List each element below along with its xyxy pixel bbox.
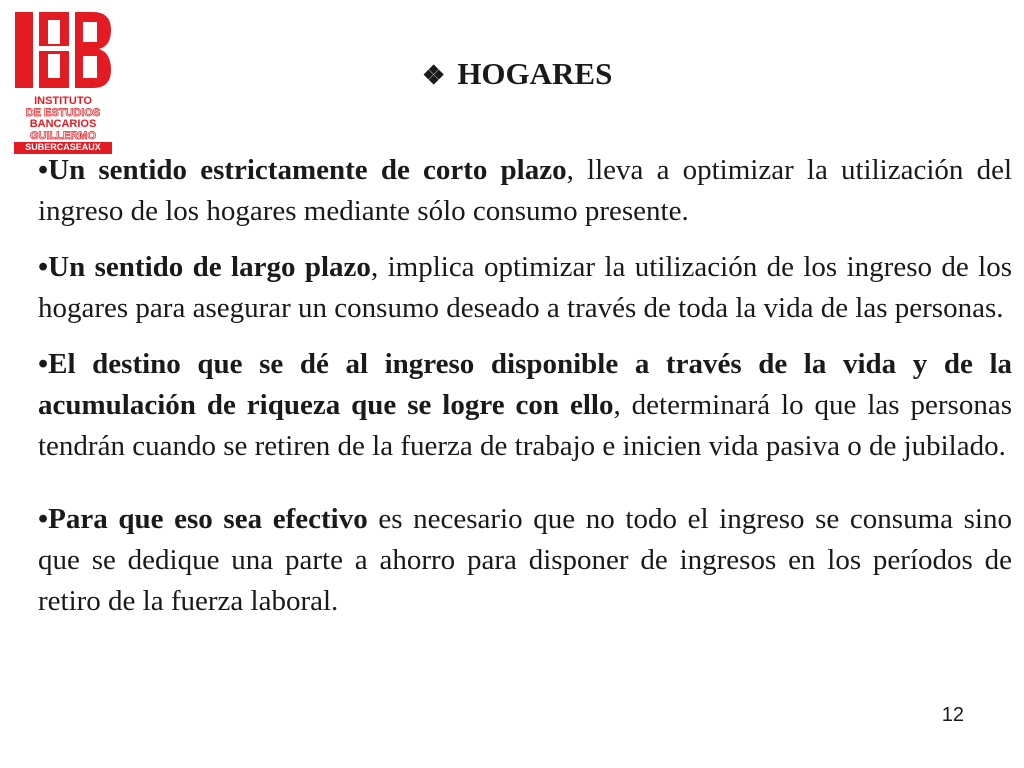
bullet-2-bold: Un sentido de largo plazo [48, 251, 371, 283]
bullet-1-text: , lleva a optimizar la utilización del ingreso de los hogares mediante sólo consumo presente. [38, 154, 1012, 227]
bullet-paragraph-3 [38, 344, 1012, 467]
bullet-marker: • [38, 154, 49, 186]
logo-wordmark [8, 96, 118, 154]
bullet-4-bold: Para que eso sea efectivo [48, 503, 368, 535]
bullet-3-bold: El destino que se dé al ingreso disponible a través de la vida y de la acumulación de riqueza que se logre con ello [38, 348, 1012, 421]
logo-line-1: INSTITUTO [34, 95, 92, 107]
logo-line-2: DE ESTUDIOS [25, 106, 101, 119]
bullet-4-text: es necesario que no todo el ingreso se consuma sino que se dedique una parte a ahorro para disponer de ingresos en los períodos de retiro de la fuerza laboral. [38, 503, 1012, 617]
bullet-paragraph-2 [38, 247, 1012, 329]
bullet-marker: • [38, 503, 49, 535]
slide-body [38, 150, 1012, 622]
diamond-bullet-icon: ❖ [422, 61, 446, 90]
slide-title [422, 54, 612, 96]
logo-line-3: BANCARIOS [29, 118, 97, 130]
bullet-paragraph-4 [38, 499, 1012, 622]
bullet-2-text: , implica optimizar la utilización de los ingreso de los hogares para asegurar un consumo deseado a través de toda la vida de las personas. [38, 251, 1012, 324]
logo-line-5: SUBERCASEAUX [14, 142, 112, 154]
bullet-1-bold: Un sentido estrictamente de corto plazo [48, 154, 567, 186]
slide-number: 12 [941, 704, 964, 726]
bullet-marker: • [38, 348, 49, 380]
bullet-marker: • [38, 251, 49, 283]
ieb-logo-mark-icon [13, 10, 113, 90]
slide-title-text: HOGARES [457, 56, 613, 91]
bullet-3-text: , determinará lo que las personas tendrán cuando se retiren de la fuerza de trabajo e inicien vida pasiva o de jubilado. [38, 389, 1012, 462]
bullet-paragraph-1 [38, 150, 1012, 232]
logo-line-4: GUILLERMO [30, 129, 96, 142]
